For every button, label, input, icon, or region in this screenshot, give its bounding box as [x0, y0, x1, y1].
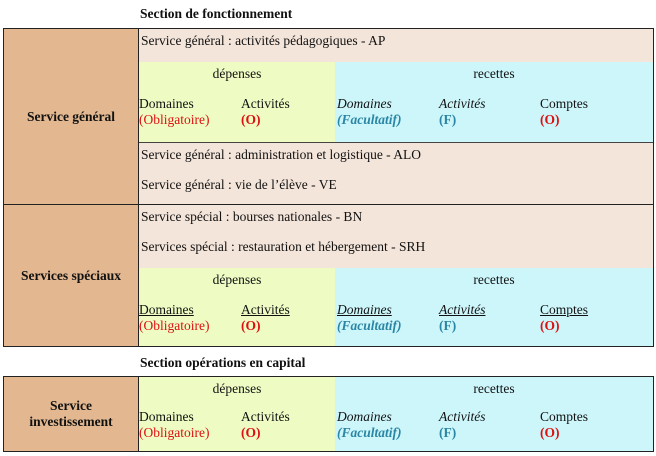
recettes-panel	[335, 377, 653, 451]
depenses-label: dépenses	[212, 66, 262, 81]
col-note: (O)	[540, 112, 560, 127]
col-note: (F)	[439, 112, 457, 127]
row-bn-text: Service spécial : bourses nationales - BN	[141, 209, 363, 224]
row-ap	[139, 29, 653, 62]
col-name: Activités	[439, 96, 486, 111]
service-investissement-header	[4, 377, 139, 451]
col-comptes	[540, 96, 588, 128]
col-comptes	[540, 302, 588, 334]
depenses-label: dépenses	[212, 272, 262, 287]
col-note: (Obligatoire)	[139, 112, 210, 127]
col-name: Domaines	[139, 409, 194, 424]
services-speciaux-block	[3, 204, 654, 347]
col-note: (Facultatif)	[337, 425, 402, 440]
row-ap-text: Service général : activités pédagogiques - AP	[141, 33, 386, 48]
rows-bn-srh	[139, 205, 653, 268]
col-name: Activités	[241, 409, 290, 424]
col-domaines-facultatif	[337, 96, 402, 128]
section-title-fonctionnement: Section de fonctionnement	[140, 6, 293, 21]
row-alo-text: Service général : administration et logistique - ALO	[141, 147, 422, 162]
col-name: Comptes	[540, 96, 589, 111]
col-note: (O)	[241, 318, 261, 333]
col-name: Domaines	[337, 96, 392, 111]
col-activites-o	[241, 302, 290, 334]
col-name: Activités	[439, 409, 486, 424]
depenses-panel	[139, 377, 335, 451]
col-note: (F)	[439, 425, 457, 440]
service-general-label: Service général	[26, 109, 116, 124]
col-name: Comptes	[540, 409, 589, 424]
col-name: Activités	[439, 302, 486, 317]
col-name: Domaines	[139, 96, 194, 111]
col-name: Domaines	[139, 302, 194, 317]
col-activites-f	[439, 96, 485, 128]
col-note: (O)	[241, 425, 261, 440]
col-note: (O)	[540, 425, 560, 440]
col-note: (O)	[540, 318, 560, 333]
col-note: (Obligatoire)	[139, 318, 210, 333]
recettes-label: recettes	[473, 272, 515, 287]
services-speciaux-label: Services spéciaux	[20, 267, 122, 283]
depenses-panel	[139, 62, 335, 142]
col-domaines-obligatoire	[139, 96, 209, 128]
col-activites-f	[439, 302, 485, 334]
depenses-panel	[139, 268, 335, 346]
section-title-capital: Section opérations en capital	[140, 355, 306, 370]
col-activites-o	[241, 409, 290, 441]
col-name: Activités	[241, 302, 290, 317]
depenses-label: dépenses	[212, 381, 262, 396]
recettes-label: recettes	[473, 66, 515, 81]
service-general-header	[4, 29, 139, 205]
row-srh-text: Services spécial : restauration et hébergement - SRH	[141, 239, 426, 254]
col-domaines-facultatif	[337, 302, 402, 334]
col-domaines-obligatoire	[139, 409, 209, 441]
services-speciaux-header	[4, 205, 139, 346]
col-note: (F)	[439, 318, 457, 333]
recettes-label: recettes	[473, 381, 515, 396]
recettes-panel	[335, 268, 653, 346]
col-note: (Facultatif)	[337, 112, 402, 127]
col-comptes	[540, 409, 588, 441]
col-note: (O)	[241, 112, 261, 127]
col-note: (Facultatif)	[337, 318, 402, 333]
col-name: Domaines	[337, 302, 392, 317]
col-name: Comptes	[540, 302, 589, 317]
service-investissement-label: Service investissement	[29, 398, 113, 429]
col-activites-f	[439, 409, 485, 441]
service-investissement-block	[3, 376, 654, 452]
rows-alo-ve	[139, 143, 653, 205]
col-domaines-facultatif	[337, 409, 402, 441]
col-name: Activités	[241, 96, 290, 111]
row-ve-text: Service général : vie de l’élève - VE	[141, 177, 337, 192]
col-activites-o	[241, 96, 290, 128]
col-name: Domaines	[337, 409, 392, 424]
recettes-panel	[335, 62, 653, 142]
col-note: (Obligatoire)	[139, 425, 210, 440]
service-general-block	[3, 28, 654, 206]
col-domaines-obligatoire	[139, 302, 209, 334]
